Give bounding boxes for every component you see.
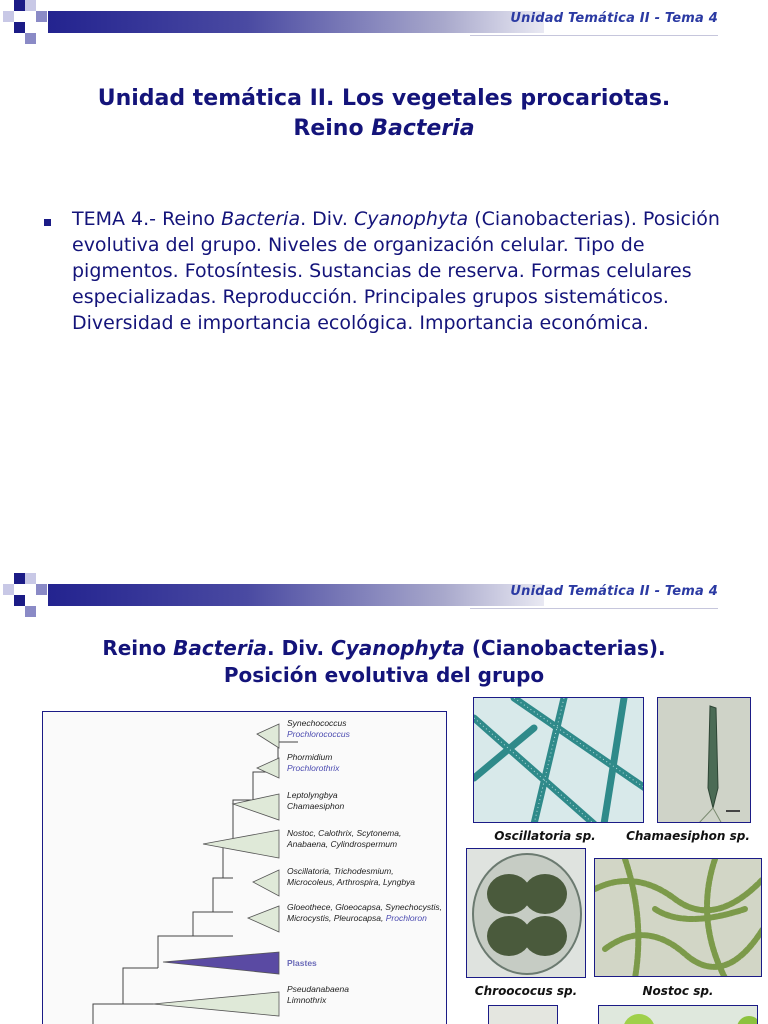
- tree-branch: [123, 968, 158, 1004]
- header-square-icon: [14, 595, 25, 606]
- tree-taxon-label: Limnothrix: [287, 995, 327, 1005]
- tree-taxon-label: Anabaena, Cylindrospermum: [287, 839, 398, 849]
- tree-taxon-label: Oscillatoria, Trichodesmium,: [287, 866, 394, 876]
- tree-branch: [213, 878, 233, 912]
- unit-label: Unidad Temática II - Tema 4: [510, 584, 718, 599]
- topic-bullet: [44, 206, 734, 336]
- slide-title: [0, 635, 768, 689]
- header-square-icon: [14, 573, 25, 584]
- title-line-1: Unidad temática II. Los vegetales procariotas.: [97, 86, 671, 111]
- tree-branch: [93, 1004, 163, 1024]
- tree-branch: [193, 912, 233, 936]
- header-square-icon: [25, 0, 36, 11]
- nostoc-caption: Nostoc sp.: [642, 984, 714, 998]
- clade-triangle: [257, 724, 279, 748]
- topic-text: TEMA 4.- Reino Bacteria. Div. Cyanophyta (Cianobacterias). Posición evolutiva del grupo. Niveles de organización celular. Tipo de pigmentos. Fotosíntesis. Sustancias de reserva. Formas celulares especializadas. Reproducción. Principales grupos sistemáticos. Diversidad e importancia ecológica. Importancia económica.: [72, 208, 720, 334]
- chroococus-caption: Chroococus sp.: [474, 984, 578, 998]
- tree-taxon-label: Prochlorothrix: [287, 763, 340, 773]
- clade-triangle: [253, 870, 279, 896]
- slide-2: [0, 573, 768, 1024]
- tree-taxon-label: Nostoc, Calothrix, Scytonema,: [287, 828, 402, 838]
- slide-title: [0, 84, 768, 144]
- tree-taxon-label: Synechococcus: [287, 718, 347, 728]
- title-italic-text: Bacteria: [371, 116, 475, 141]
- header-square-icon: [14, 0, 25, 11]
- tree-taxon-label: Gloeothece, Gloeocapsa, Synechocystis,: [287, 902, 442, 912]
- header-square-icon: [14, 22, 25, 33]
- clade-triangle: [248, 906, 279, 932]
- nostoc-photo: [594, 858, 762, 977]
- header-square-icon: [25, 573, 36, 584]
- tree-taxon-label: Chamaesiphon: [287, 801, 345, 811]
- oscillatoria-photo: [473, 697, 644, 823]
- partial-photo: [598, 1005, 758, 1024]
- header-square-icon: [3, 584, 14, 595]
- header-square-icon: [25, 606, 36, 617]
- unit-label: Unidad Temática II - Tema 4: [510, 11, 718, 26]
- header-square-icon: [25, 33, 36, 44]
- clade-triangle: [203, 830, 279, 858]
- tree-taxon-label: Microcystis, Pleurocapsa, Prochloron: [287, 913, 427, 923]
- title-text: Reino: [293, 116, 372, 141]
- clade-triangle: [257, 758, 279, 778]
- chamaesiphon-caption: Chamaesiphon sp.: [626, 829, 750, 843]
- clade-triangle: [233, 794, 279, 820]
- partial-photo: [488, 1005, 558, 1024]
- clade-triangle: [153, 992, 279, 1016]
- slide-header: [0, 573, 768, 623]
- phylogenetic-tree: [42, 711, 447, 1024]
- header-square-icon: [36, 584, 47, 595]
- title-line-2: Posición evolutiva del grupo: [223, 663, 545, 687]
- header-gradient-bar: [48, 584, 544, 606]
- chroococus-photo: [466, 848, 586, 978]
- header-gradient-bar: [48, 11, 544, 33]
- tree-taxon-label-blue: Prochloron: [383, 913, 427, 923]
- plastes-triangle: [163, 952, 279, 974]
- tree-taxon-label: Pseudanabaena: [287, 984, 349, 994]
- tree-taxon-label: Microcoleus, Arthrospira, Lyngbya: [287, 877, 416, 887]
- tree-diagram: [43, 712, 448, 1024]
- header-divider: [470, 608, 718, 609]
- bullet-square-icon: [44, 219, 51, 226]
- tree-taxon-label: Prochlorococcus: [287, 729, 350, 739]
- header-square-icon: [3, 11, 14, 22]
- title-line-1: Reino Bacteria. Div. Cyanophyta (Cianobacterias).: [102, 636, 666, 660]
- chamaesiphon-photo: [657, 697, 751, 823]
- title-line-2: [0, 114, 768, 144]
- tree-taxon-label: Phormidium: [287, 752, 333, 762]
- header-divider: [470, 35, 718, 36]
- tree-plastes-label: Plastes: [287, 958, 317, 968]
- tree-taxon-label: Leptolyngbya: [287, 790, 338, 800]
- oscillatoria-caption: Oscillatoria sp.: [494, 829, 596, 843]
- slide-header: [0, 0, 768, 50]
- header-square-icon: [36, 11, 47, 22]
